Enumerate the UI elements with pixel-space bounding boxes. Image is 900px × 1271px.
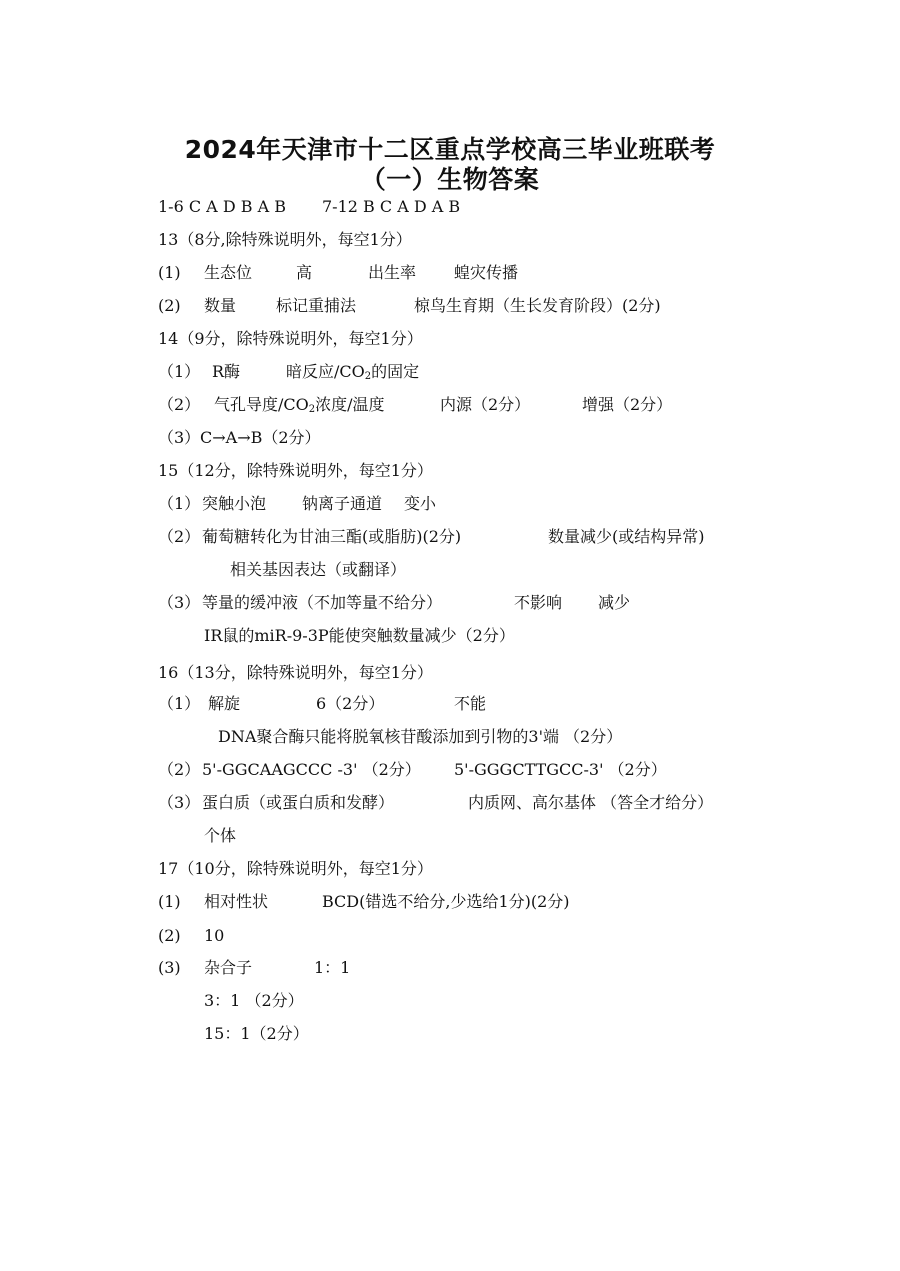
answer-blank: 标记重捕法 — [276, 296, 357, 315]
answer-blank: R酶 — [212, 362, 241, 381]
subquestion-number: （1） — [158, 362, 201, 381]
answer-blank: 变小 — [404, 494, 437, 513]
answer-blank: 葡萄糖转化为甘油三酯(或脂肪)(2分) — [202, 527, 462, 546]
q17-subquestion-3-line3: 15：1（2分） — [204, 1024, 309, 1043]
subquestion-number: （2） — [158, 527, 201, 546]
subquestion-number: (1) — [158, 263, 181, 282]
answer-blank: 内质网、高尔基体 （答全才给分） — [468, 793, 714, 812]
subquestion-number: (2) — [158, 926, 181, 945]
answer-blank: C→A→B（2分） — [200, 428, 321, 447]
mcq-answers-7-12: 7-12 B C A D A B — [322, 197, 461, 216]
q16-header: 16（13分，除特殊说明外，每空1分） — [158, 663, 433, 682]
subquestion-number: （1） — [158, 694, 201, 713]
answer-blank: 5'-GGCAAGCCC -3' （2分） — [202, 760, 421, 779]
subquestion-number: （2） — [158, 760, 201, 779]
answer-blank: 10 — [204, 926, 225, 945]
q14-header: 14（9分，除特殊说明外，每空1分） — [158, 329, 423, 348]
answer-blank: 6（2分） — [316, 694, 385, 713]
answer-blank: 1：1 — [314, 958, 351, 977]
q15-header: 15（12分，除特殊说明外，每空1分） — [158, 461, 433, 480]
answer-blank: 钠离子通道 — [302, 494, 383, 513]
subquestion-number: (1) — [158, 892, 181, 911]
document-title-line2: （一）生物答案 — [360, 165, 540, 194]
q15-subquestion-2-continued: 相关基因表达（或翻译） — [230, 560, 407, 579]
answer-blank: 不能 — [454, 694, 487, 713]
subquestion-number: （1） — [158, 494, 201, 513]
answer-blank: 气孔导度$/CO_2$浓度/温度 — [214, 395, 385, 415]
answer-blank: BCD(错选不给分,少选给1分)(2分) — [322, 892, 570, 911]
q15-subquestion-3-continued: IR鼠的miR-9-3P能使突触数量减少（2分） — [204, 626, 515, 645]
q17-subquestion-3-line2: 3：1 （2分） — [204, 991, 304, 1010]
subquestion-number: （2） — [158, 395, 201, 414]
answer-blank: 数量减少(或结构异常) — [548, 527, 705, 546]
answer-blank: 增强（2分） — [582, 395, 673, 414]
answer-blank: 等量的缓冲液（不加等量不给分） — [202, 593, 443, 612]
q16-subquestion-1-continued: DNA聚合酶只能将脱氧核苷酸添加到引物的3'端 （2分） — [218, 727, 623, 746]
answer-blank: 解旋 — [208, 694, 241, 713]
answer-blank: 数量 — [204, 296, 237, 315]
answer-blank: 高 — [296, 263, 313, 282]
subquestion-number: （3） — [158, 593, 201, 612]
answer-blank: 不影响 — [514, 593, 563, 612]
answer-blank: 椋鸟生育期（生长发育阶段）(2分) — [414, 296, 661, 315]
answer-blank: 突触小泡 — [202, 494, 267, 513]
subquestion-number: (2) — [158, 296, 181, 315]
answer-blank: 相对性状 — [204, 892, 269, 911]
q13-header: 13（8分,除特殊说明外，每空1分） — [158, 230, 412, 249]
answer-blank: 蝗灾传播 — [454, 263, 519, 282]
answer-blank: 生态位 — [204, 263, 253, 282]
subquestion-number: （3） — [158, 428, 201, 447]
answer-blank: 内源（2分） — [440, 395, 531, 414]
document-title-line1: 2024年天津市十二区重点学校高三毕业班联考 — [184, 135, 716, 164]
answer-blank: 出生率 — [368, 263, 417, 282]
subquestion-number: (3) — [158, 958, 181, 977]
mcq-answers-1-6: 1-6 C A D B A B — [158, 197, 286, 216]
answer-blank: 减少 — [598, 593, 631, 612]
q17-header: 17（10分，除特殊说明外，每空1分） — [158, 859, 433, 878]
q16-subquestion-3-continued: 个体 — [204, 826, 237, 845]
answer-blank: 杂合子 — [204, 958, 253, 977]
answer-blank: 蛋白质（或蛋白质和发酵） — [202, 793, 395, 812]
answer-blank: 暗反应$/CO_2$的固定 — [286, 362, 420, 382]
answer-blank: 5'-GGGCTTGCC-3' （2分） — [454, 760, 667, 779]
subquestion-number: （3） — [158, 793, 201, 812]
